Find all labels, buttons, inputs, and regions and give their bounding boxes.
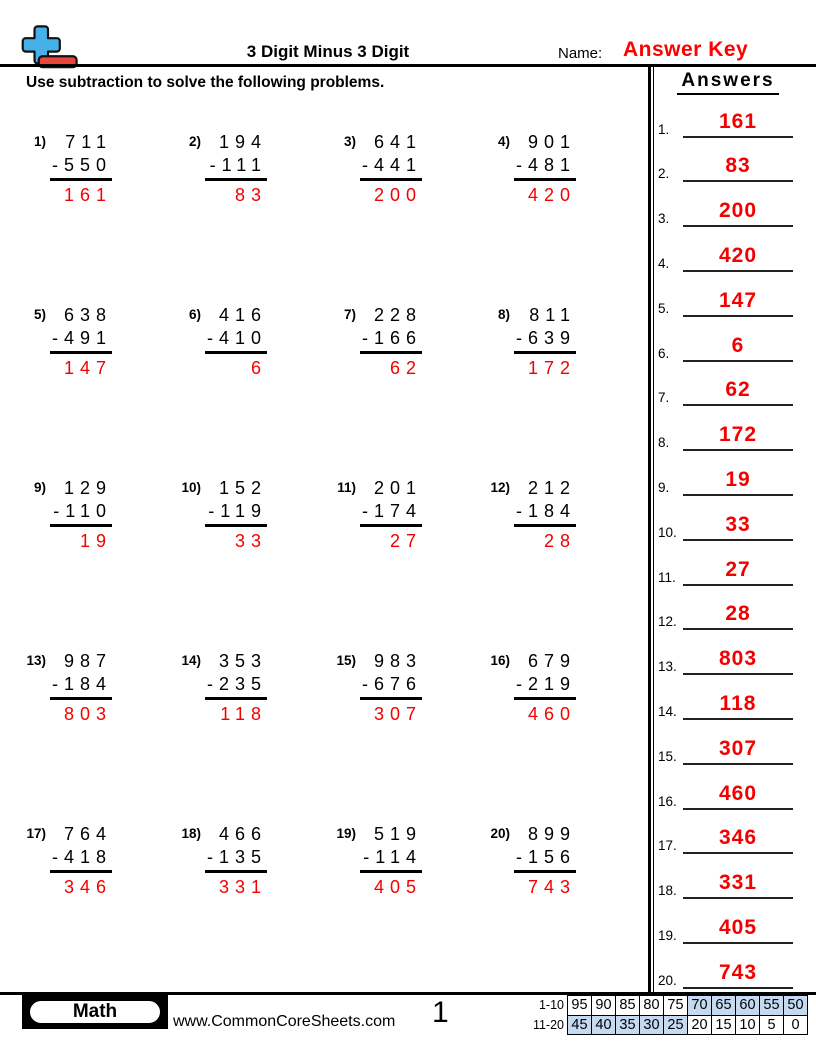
score-cell: 40 — [591, 1015, 616, 1036]
answer-number: 20. — [658, 972, 677, 988]
problem-answer: 6 — [250, 358, 267, 378]
problem-answer: 33 — [234, 531, 267, 551]
answer-row — [652, 230, 804, 272]
subtrahend: -639 — [514, 327, 576, 354]
answers-panel-header — [652, 70, 804, 95]
answer-number: 15. — [658, 748, 677, 764]
answer-number: 18. — [658, 883, 677, 899]
answer-row — [652, 96, 804, 138]
answer-value: 200 — [718, 199, 758, 223]
minuend: 152 — [218, 478, 267, 498]
subtrahend: -676 — [360, 673, 422, 700]
subtrahend: -184 — [514, 500, 576, 527]
answer-value: 346 — [718, 826, 758, 850]
answer-row — [652, 678, 804, 720]
problem-number: 15) — [336, 653, 356, 668]
minuend: 228 — [373, 305, 422, 325]
answer-key-text: Answer Key — [623, 38, 749, 61]
score-cell: 85 — [615, 995, 640, 1016]
problem-work — [50, 131, 112, 206]
answer-line — [683, 961, 793, 989]
answer-row — [652, 454, 804, 496]
subtrahend: -481 — [514, 154, 576, 181]
answer-line — [683, 334, 793, 362]
score-row — [524, 1015, 808, 1036]
answer-row — [652, 140, 804, 182]
problem-number: 16) — [490, 653, 510, 668]
problem-number: 12) — [490, 480, 510, 495]
answer-line — [683, 602, 793, 630]
answer-value: 6 — [731, 333, 745, 357]
score-cell: 50 — [783, 995, 808, 1016]
problem-answer: 27 — [389, 531, 422, 551]
problem-work — [205, 131, 267, 206]
answer-value: 161 — [718, 109, 758, 133]
answer-number: 5. — [658, 300, 670, 316]
minuend: 466 — [218, 824, 267, 844]
answer-number: 1. — [658, 121, 670, 137]
problem-number: 5) — [33, 307, 46, 322]
problem — [484, 131, 576, 206]
divider-line-thick — [648, 67, 651, 993]
subtrahend: -491 — [50, 327, 112, 354]
subtrahend: -135 — [205, 846, 267, 873]
score-cell: 80 — [639, 995, 664, 1016]
problem-work — [50, 477, 112, 552]
answer-number: 3. — [658, 211, 670, 227]
problem-number: 9) — [33, 480, 46, 495]
subtrahend: -418 — [50, 846, 112, 873]
math-badge — [22, 995, 168, 1029]
answer-value: 172 — [718, 423, 758, 447]
minuend: 129 — [63, 478, 112, 498]
score-cell: 0 — [783, 1015, 808, 1036]
minuend: 353 — [218, 651, 267, 671]
answer-number: 2. — [658, 166, 670, 182]
problem — [175, 823, 267, 898]
problem-number: 10) — [181, 480, 201, 495]
answer-value: 405 — [718, 915, 758, 939]
score-cell: 35 — [615, 1015, 640, 1036]
problem — [330, 131, 422, 206]
problem-answer: 200 — [373, 185, 422, 205]
instructions-text: Use subtraction to solve the following problems. — [26, 74, 385, 91]
problem-answer: 118 — [220, 704, 267, 724]
problem-answer: 331 — [218, 877, 267, 897]
score-cell: 45 — [567, 1015, 592, 1036]
problem-work — [514, 304, 576, 379]
problem-answer: 62 — [389, 358, 422, 378]
answer-number: 4. — [658, 255, 670, 271]
answer-value: 331 — [718, 871, 758, 895]
answer-number: 16. — [658, 793, 677, 809]
minuend: 641 — [373, 132, 422, 152]
answer-line — [683, 199, 793, 227]
answer-number: 10. — [658, 524, 677, 540]
page-number: 1 — [432, 996, 449, 1029]
score-cell: 70 — [687, 995, 712, 1016]
answer-row — [652, 947, 804, 989]
answer-line — [683, 110, 793, 138]
problem-answer: 420 — [527, 185, 576, 205]
minuend: 711 — [65, 132, 112, 152]
score-cell: 5 — [759, 1015, 784, 1036]
problem-number: 3) — [343, 134, 356, 149]
problem-work — [205, 650, 267, 725]
problem — [484, 823, 576, 898]
answer-row — [652, 588, 804, 630]
problem-number: 8) — [497, 307, 510, 322]
subject-label: Math — [28, 999, 162, 1025]
answer-number: 9. — [658, 479, 670, 495]
answer-row — [652, 409, 804, 451]
problem-number: 14) — [181, 653, 201, 668]
subtrahend: -166 — [360, 327, 422, 354]
problem-number: 6) — [188, 307, 201, 322]
answer-row — [652, 320, 804, 362]
answer-value: 118 — [719, 691, 757, 715]
answer-line — [683, 423, 793, 451]
problem — [330, 304, 422, 379]
answer-row — [652, 723, 804, 765]
score-cell: 15 — [711, 1015, 736, 1036]
answer-line — [683, 244, 793, 272]
answer-row — [652, 633, 804, 675]
score-table — [524, 995, 808, 1035]
score-cell: 25 — [663, 1015, 688, 1036]
answer-row — [652, 857, 804, 899]
problem-work — [514, 823, 576, 898]
answer-row — [652, 499, 804, 541]
answer-value: 803 — [718, 647, 758, 671]
score-cell: 55 — [759, 995, 784, 1016]
answer-line — [683, 737, 793, 765]
problem-work — [514, 477, 576, 552]
answer-line — [683, 513, 793, 541]
problem-answer: 172 — [527, 358, 576, 378]
problem — [484, 650, 576, 725]
problem-work — [514, 650, 576, 725]
minuend: 194 — [218, 132, 267, 152]
score-cell: 95 — [567, 995, 592, 1016]
answer-line — [683, 826, 793, 854]
answer-number: 17. — [658, 838, 677, 854]
problem-work — [50, 823, 112, 898]
problem — [20, 823, 112, 898]
problem — [330, 477, 422, 552]
problem — [175, 131, 267, 206]
problem-answer: 346 — [63, 877, 112, 897]
subtrahend: -410 — [205, 327, 267, 354]
minuend: 638 — [63, 305, 112, 325]
score-range-label: 1-10 — [538, 998, 564, 1012]
answer-number: 8. — [658, 435, 670, 451]
minuend: 416 — [218, 305, 267, 325]
problem — [20, 650, 112, 725]
answer-line — [683, 782, 793, 810]
page-title: 3 Digit Minus 3 Digit — [246, 42, 410, 61]
subtrahend: -111 — [205, 154, 267, 181]
answer-value: 420 — [718, 243, 758, 267]
problem — [330, 650, 422, 725]
problem-work — [360, 823, 422, 898]
subtrahend: -184 — [50, 673, 112, 700]
minuend: 679 — [527, 651, 576, 671]
problem — [20, 304, 112, 379]
problem-number: 11) — [337, 480, 356, 495]
answer-number: 12. — [658, 614, 677, 630]
minuend: 519 — [373, 824, 422, 844]
score-row — [524, 995, 808, 1016]
minuend: 899 — [527, 824, 576, 844]
score-cell: 75 — [663, 995, 688, 1016]
minuend: 901 — [527, 132, 576, 152]
problem-number: 19) — [336, 826, 356, 841]
score-cell: 90 — [591, 995, 616, 1016]
answer-row — [652, 275, 804, 317]
problem-work — [514, 131, 576, 206]
answer-line — [683, 154, 793, 182]
problem-number: 18) — [181, 826, 201, 841]
problem-answer: 147 — [63, 358, 112, 378]
score-cell: 20 — [687, 1015, 712, 1036]
problem-work — [50, 650, 112, 725]
problem-answer: 83 — [234, 185, 267, 205]
answer-value: 147 — [718, 288, 758, 312]
name-label: Name: — [558, 45, 603, 62]
problem-answer: 307 — [373, 704, 422, 724]
answer-line — [683, 647, 793, 675]
problem — [330, 823, 422, 898]
subtrahend: -219 — [514, 673, 576, 700]
answer-line — [683, 558, 793, 586]
answer-line — [683, 289, 793, 317]
problem-answer: 460 — [527, 704, 576, 724]
score-cell: 65 — [711, 995, 736, 1016]
problem-number: 2) — [188, 134, 201, 149]
score-range-label: 11-20 — [532, 1017, 564, 1032]
minuend: 811 — [529, 305, 576, 325]
answer-row — [652, 902, 804, 944]
problem-answer: 803 — [63, 704, 112, 724]
score-cell: 60 — [735, 995, 760, 1016]
answer-value: 460 — [718, 781, 758, 805]
problem-answer: 19 — [79, 531, 112, 551]
answer-line — [683, 692, 793, 720]
answer-number: 19. — [658, 927, 677, 943]
answer-number: 14. — [658, 703, 677, 719]
answer-value: 62 — [725, 378, 751, 402]
answer-line — [683, 468, 793, 496]
problem-work — [360, 131, 422, 206]
problem — [484, 304, 576, 379]
problem — [175, 304, 267, 379]
answer-row — [652, 185, 804, 227]
problem-answer: 161 — [63, 185, 112, 205]
answer-value: 33 — [725, 512, 751, 536]
problem-answer: 743 — [527, 877, 576, 897]
subtrahend: -441 — [360, 154, 422, 181]
header-rule — [0, 64, 816, 67]
subtrahend: -110 — [50, 500, 112, 527]
subtrahend: -114 — [360, 846, 422, 873]
answer-line — [683, 378, 793, 406]
problem — [484, 477, 576, 552]
problem-work — [205, 477, 267, 552]
problem-work — [360, 304, 422, 379]
answer-row — [652, 812, 804, 854]
problem-number: 17) — [26, 826, 46, 841]
answer-value: 27 — [725, 557, 751, 581]
problem-work — [50, 304, 112, 379]
answer-line — [683, 871, 793, 899]
problem — [20, 477, 112, 552]
minuend: 212 — [527, 478, 576, 498]
score-cell: 10 — [735, 1015, 760, 1036]
problem-number: 4) — [497, 134, 510, 149]
problem-number: 20) — [490, 826, 510, 841]
problem-work — [205, 304, 267, 379]
minuend: 983 — [373, 651, 422, 671]
problem-work — [360, 477, 422, 552]
problem-number: 13) — [26, 653, 46, 668]
minuend: 987 — [63, 651, 112, 671]
answer-value: 83 — [725, 154, 751, 178]
subtrahend: -156 — [514, 846, 576, 873]
answers-title: Answers — [677, 70, 778, 95]
answer-number: 6. — [658, 345, 670, 361]
problem — [175, 477, 267, 552]
subtrahend: -235 — [205, 673, 267, 700]
website-text: www.CommonCoreSheets.com — [173, 1013, 396, 1030]
score-cell: 30 — [639, 1015, 664, 1036]
minuend: 201 — [373, 478, 422, 498]
answer-number: 7. — [658, 390, 670, 406]
answer-number: 13. — [658, 659, 677, 675]
answer-row — [652, 544, 804, 586]
problem-number: 1) — [33, 134, 46, 149]
problem-number: 7) — [343, 307, 356, 322]
problem — [20, 131, 112, 206]
answer-row — [652, 364, 804, 406]
minuend: 764 — [63, 824, 112, 844]
problem-work — [205, 823, 267, 898]
answer-row — [652, 768, 804, 810]
problem-answer: 28 — [543, 531, 576, 551]
subtrahend: -550 — [50, 154, 112, 181]
answer-number: 11. — [658, 569, 676, 585]
answer-value: 19 — [725, 467, 751, 491]
answer-value: 307 — [718, 736, 758, 760]
problem-answer: 405 — [373, 877, 422, 897]
answer-value: 743 — [718, 960, 758, 984]
subtrahend: -174 — [360, 500, 422, 527]
answer-line — [683, 916, 793, 944]
subtrahend: -119 — [205, 500, 267, 527]
problem — [175, 650, 267, 725]
problem-work — [360, 650, 422, 725]
answer-value: 28 — [725, 602, 751, 626]
